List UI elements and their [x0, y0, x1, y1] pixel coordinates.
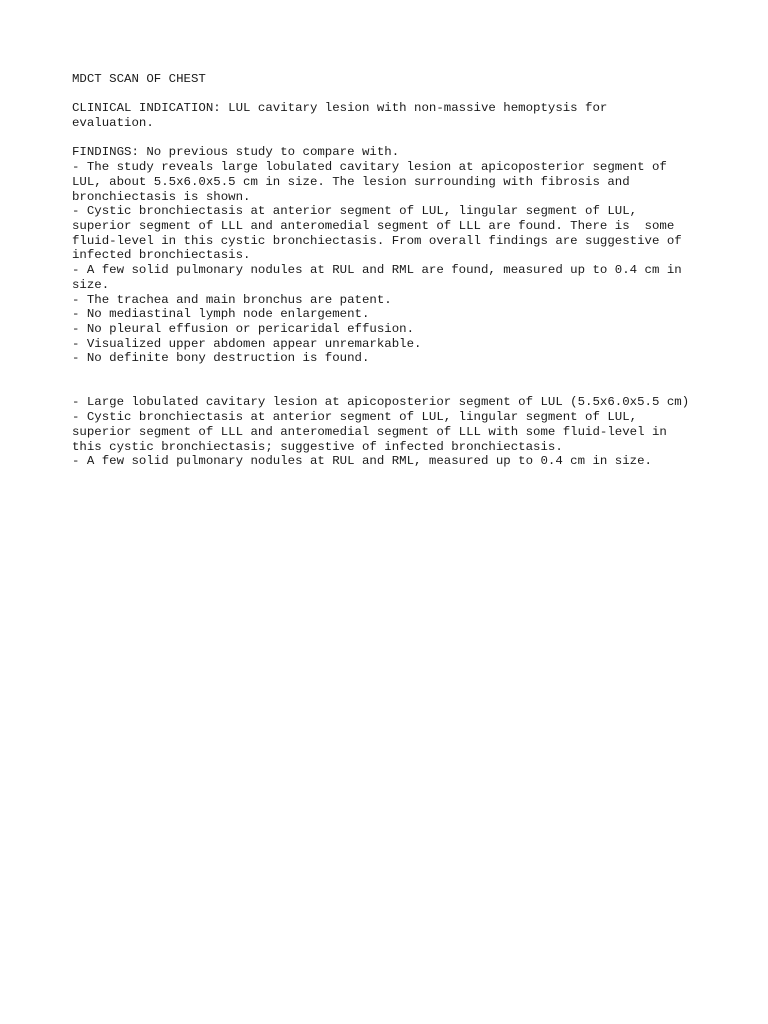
findings-line: - No definite bony destruction is found. — [72, 351, 370, 366]
findings-line: - No mediastinal lymph node enlargement. — [72, 307, 370, 322]
spacer — [72, 366, 712, 381]
findings-line: infected bronchiectasis. — [72, 248, 251, 263]
findings-line: - The study reveals large lobulated cavitary lesion at apicoposterior segment of — [72, 160, 667, 175]
findings-line: - Visualized upper abdomen appear unremarkable. — [72, 336, 422, 351]
spacer — [72, 131, 712, 146]
spacer — [72, 87, 712, 102]
findings-section — [72, 145, 712, 366]
findings-line: - No pleural effusion or pericaridal effusion. — [72, 321, 415, 336]
findings-line: FINDINGS: No previous study to compare with. — [72, 145, 400, 160]
findings-line: - Cystic bronchiectasis at anterior segment of LUL, lingular segment of LUL, — [72, 204, 638, 219]
indication-line: CLINICAL INDICATION: LUL cavitary lesion with non-massive hemoptysis for — [72, 101, 608, 116]
findings-line: LUL, about 5.5x6.0x5.5 cm in size. The lesion surrounding with fibrosis and — [72, 174, 630, 189]
findings-line: - A few solid pulmonary nodules at RUL and RML are found, measured up to 0.4 cm in — [72, 263, 682, 278]
impression-line: - A few solid pulmonary nodules at RUL and RML, measured up to 0.4 cm in size. — [72, 454, 652, 469]
findings-line: fluid-level in this cystic bronchiectasis. From overall findings are suggestive of — [72, 233, 682, 248]
spacer — [72, 381, 712, 396]
impression-section — [72, 395, 712, 469]
indication-line: evaluation. — [72, 116, 154, 131]
clinical-indication-section — [72, 101, 712, 130]
findings-line: - The trachea and main bronchus are patent. — [72, 292, 392, 307]
report-title: MDCT SCAN OF CHEST — [72, 72, 206, 86]
impression-line: this cystic bronchiectasis; suggestive of infected bronchiectasis. — [72, 439, 563, 454]
findings-line: superior segment of LLL and anteromedial segment of LLL are found. There is some — [72, 219, 675, 233]
impression-line: superior segment of LLL and anteromedial segment of LLL with some fluid-level in — [72, 424, 667, 439]
findings-line: bronchiectasis is shown. — [72, 189, 251, 204]
radiology-report — [72, 72, 712, 469]
impression-line: - Cystic bronchiectasis at anterior segment of LUL, lingular segment of LUL, — [72, 410, 638, 425]
impression-line: - Large lobulated cavitary lesion at apicoposterior segment of LUL (5.5x6.0x5.5 cm) — [72, 395, 690, 410]
findings-line: size. — [72, 277, 110, 292]
